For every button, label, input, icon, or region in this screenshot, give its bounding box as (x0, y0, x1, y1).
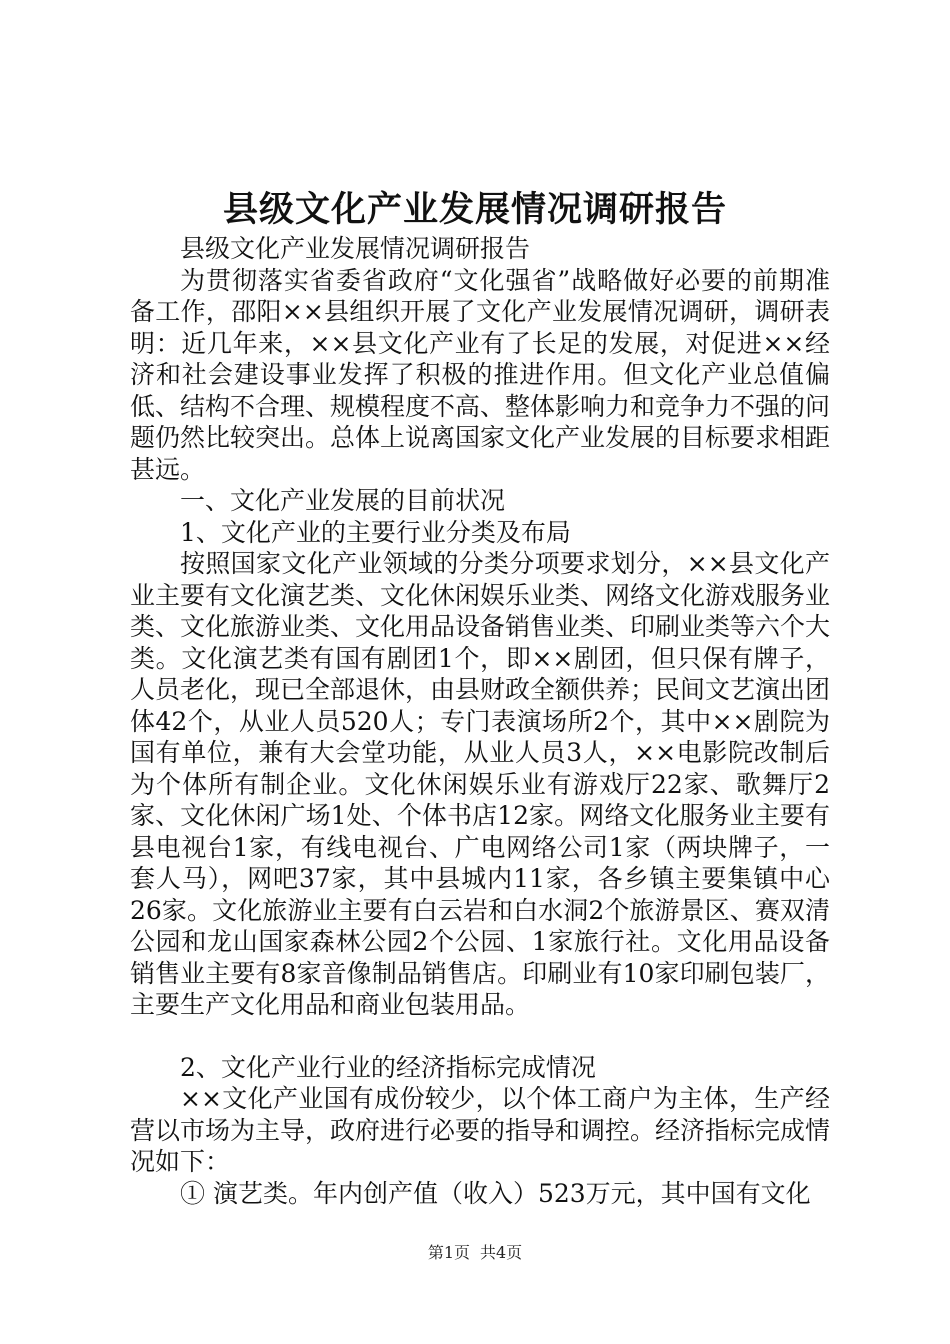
subsection-heading: 1、文化产业的主要行业分类及布局 (180, 517, 571, 547)
body-paragraph: ××文化产业国有成份较少，以个体工商户为主体，生产经营以市场为主导，政府进行必要的指导和调控。经济指标完成情况如下： (130, 1084, 831, 1176)
page-footer (0, 1242, 950, 1264)
subtitle-paragraph: 县级文化产业发展情况调研报告 (180, 234, 531, 263)
intro-paragraph: 为贯彻落实省委省政府“文化强省”战略做好必要的前期准备工作，邵阳××县组织开展了文化产业发展情况调研，调研表明：近几年来，××县文化产业有了长足的发展，对促进××经济和社会建设事业发挥了积极的推进作用。但文化产业总值偏低、结构不合理、规模程度不高、整体影响力和竞争力不强的问题仍然比较突出。总体上说离国家文化产业发展的目标要求相距甚远。 (130, 265, 831, 484)
body-paragraph: 按照国家文化产业领域的分类分项要求划分，××县文化产业主要有文化演艺类、文化休闲娱乐业类、网络文化游戏服务业类、文化旅游业类、文化用品设备销售业类、印刷业类等六个大类。文化演艺类有国有剧团1个，即××剧团，但只保有牌子，人员老化，现已全部退休，由县财政全额供养；民间文艺演出团体42个，从业人员520人；专门表演场所2个，其中××剧院为国有单位，兼有大会堂功能，从业人员3人，××电影院改制后为个体所有制企业。文化休闲娱乐业有游戏厅22家、歌舞厅2家、文化休闲广场1处、个体书店12家。网络文化服务业主要有县电视台1家，有线电视台、广电网络公司1家（两块牌子，一套人马），网吧37家，其中县城内11家，各乡镇主要集镇中心26家。文化旅游业主要有白云岩和白水洞2个旅游景区、赛双清公园和龙山国家森林公园2个公园、1家旅行社。文化用品设备销售业主要有8家音像制品销售店。印刷业有10家印刷包装厂，主要生产文化用品和商业包装用品。 (130, 549, 831, 1019)
page-number: 第1页 (427, 1243, 470, 1262)
document-body (130, 233, 830, 1209)
document-title: 县级文化产业发展情况调研报告 (222, 189, 727, 230)
list-item-paragraph: ① 演艺类。年内创产值（收入）523万元，其中国有文化 (180, 1178, 811, 1208)
subsection-heading: 2、文化产业行业的经济指标完成情况 (180, 1052, 596, 1082)
section-heading: 一、文化产业发展的目前状况 (180, 486, 506, 515)
page-total: 共4页 (480, 1243, 523, 1262)
